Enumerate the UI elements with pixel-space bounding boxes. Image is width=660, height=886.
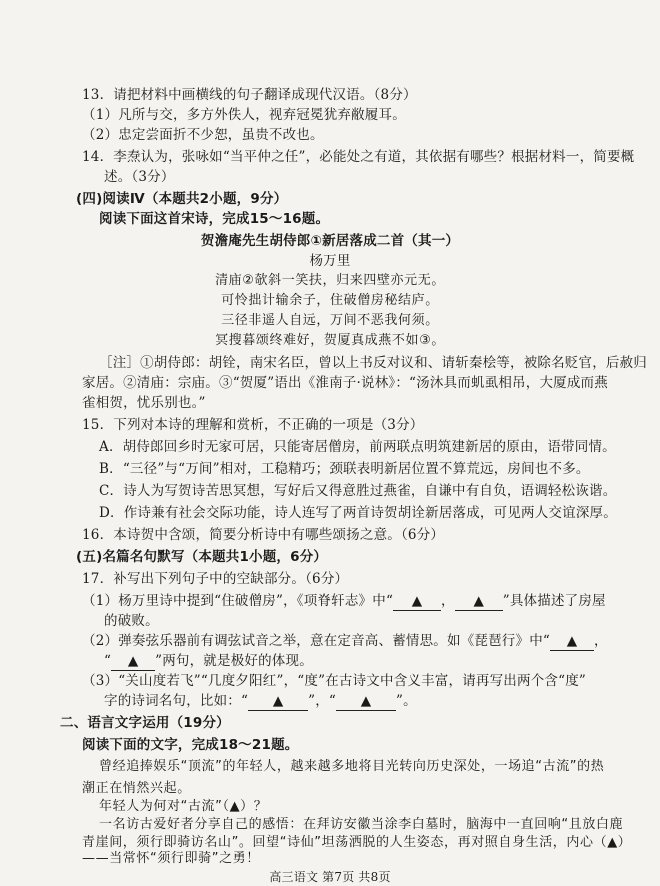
question-17-item-1-cont: 的破败。: [104, 613, 159, 629]
poem-note-1: ［注］①胡侍郎：胡铨，南宋名臣，曾以上书反对议和、请斩秦桧等，被除名贬官，后赦归: [99, 355, 647, 371]
blank-2: ▲: [455, 592, 503, 611]
question-17-item-2: （2）弹奏弦乐器前有调弦试音之举，意在定音高、蓄情思。如《琵琶行》中“ ▲ ，: [82, 633, 608, 649]
option-a: A．胡侍郎回乡时无家可居，只能寄居僧房，前两联点明筑建新居的原由，语带同情。: [99, 439, 616, 455]
passage-instruction: 阅读下面的文字，完成18～21题。: [82, 737, 299, 753]
question-17-item-3-cont: 字的诗词名句，比如：“ ▲ ”，“ ▲ ”。: [104, 693, 417, 709]
section-5-heading: (五)名篇名句默写（本题共1小题，6分）: [76, 549, 328, 565]
question-13: 13．请把材料中画横线的句子翻译成现代汉语。（8分）: [82, 87, 417, 103]
question-14: 14．李焘认为，张咏如“当平仲之任”，必能处之有道，其依据有哪些？根据材料一，简要概: [82, 149, 635, 165]
poem-line-4: 冥搜暮颂终难好，贺厦真成燕不如③。: [215, 333, 445, 348]
option-c: C．诗人为写贺诗苦思冥想，写好后又得意胜过燕雀，自谦中有自负，语调轻松诙谐。: [99, 483, 617, 499]
poem-note-2: 家居。②清庙：宗庙。③“贺厦”语出《淮南子·说林》：“汤沐具而虮虱相吊，大厦成而燕: [82, 375, 608, 391]
blank-5: ▲: [248, 692, 308, 711]
poem-line-3: 三径非遥人自远，万间不恶我何须。: [221, 313, 439, 328]
blank-4: ▲: [111, 652, 155, 671]
page-footer: 高三语文 第7页 共8页: [269, 870, 391, 884]
option-b: B．“三径”与“万间”相对，工稳精巧；颈联表明新居位置不算荒远，房间也不多。: [99, 461, 590, 477]
question-16: 16．本诗贺中含颂，简要分析诗中有哪些颂扬之意。（6分）: [82, 527, 445, 543]
question-17-item-2-cont: “ ▲ ”两句，就是极好的体现。: [104, 653, 313, 669]
blank-6: ▲: [336, 692, 396, 711]
poem-note-3: 雀相贺，忧乐别也。”: [82, 395, 206, 411]
passage-line-5: 青崖间，须行即骑访名山”。回望“诗仙”坦荡洒脱的人生姿态，再对照自身生活，内心（▲）: [82, 835, 632, 850]
blank-3: ▲: [550, 632, 594, 651]
passage-line-2: 潮正在悄然兴起。: [82, 781, 191, 796]
poem-title: 贺澹庵先生胡侍郎①新居落成二首（其一）: [200, 233, 460, 249]
question-17-item-3: （3）“关山度若飞”“几度夕阳红”，“度”在古诗文中含义丰富，请再写出两个含“度”: [82, 673, 587, 689]
passage-line-4: 一名访古爱好者分享自己的感悟：在拜访安徽当涂李白墓时，脑海中一直回响“且放白鹿: [99, 817, 624, 832]
question-15: 15．下列对本诗的理解和赏析，不正确的一项是（3分）: [82, 417, 424, 433]
poem-author: 杨万里: [309, 253, 351, 269]
blank-1: ▲: [393, 592, 441, 611]
question-13-item-1: （1）凡所与交，多方外佚人，视弃冠冕犹弃敝履耳。: [82, 107, 406, 123]
passage-line-6: ——当常怀“须行即骑”之勇！: [82, 851, 260, 866]
poem-line-2: 可怜拙计输余子，住破僧房秘结庐。: [221, 293, 439, 308]
poem-line-1: 清庙②欹斜一笑扶，归来四壁亦元无。: [215, 273, 445, 288]
passage-line-3: 年轻人为何对“古流”（▲）？: [99, 799, 268, 814]
option-d: D．作诗兼有社会交际功能，诗人连写了两首诗贺胡诠新居落成，可见两人交谊深厚。: [99, 505, 617, 521]
section-2-heading: 二、语言文字运用（19分）: [60, 715, 230, 731]
passage-line-1: 曾经追捧娱乐“顶流”的年轻人，越来越多地将目光转向历史深处，一场追“古流”的热: [99, 759, 605, 774]
question-14-cont: 述。（3分）: [104, 169, 175, 185]
reading-instruction: 阅读下面这首宋诗，完成15～16题。: [99, 211, 330, 227]
section-4-heading: (四)阅读Ⅳ（本题共2小题，9分）: [76, 191, 288, 207]
question-17: 17．补写出下列句子中的空缺部分。（6分）: [82, 571, 349, 587]
question-17-item-1: （1）杨万里诗中提到“住破僧房”，《项脊轩志》中“ ▲ ， ▲ ”具体描述了房屋: [82, 593, 606, 609]
question-13-item-2: （2）忠定尝面折不少恕，虽贵不改也。: [82, 127, 324, 143]
